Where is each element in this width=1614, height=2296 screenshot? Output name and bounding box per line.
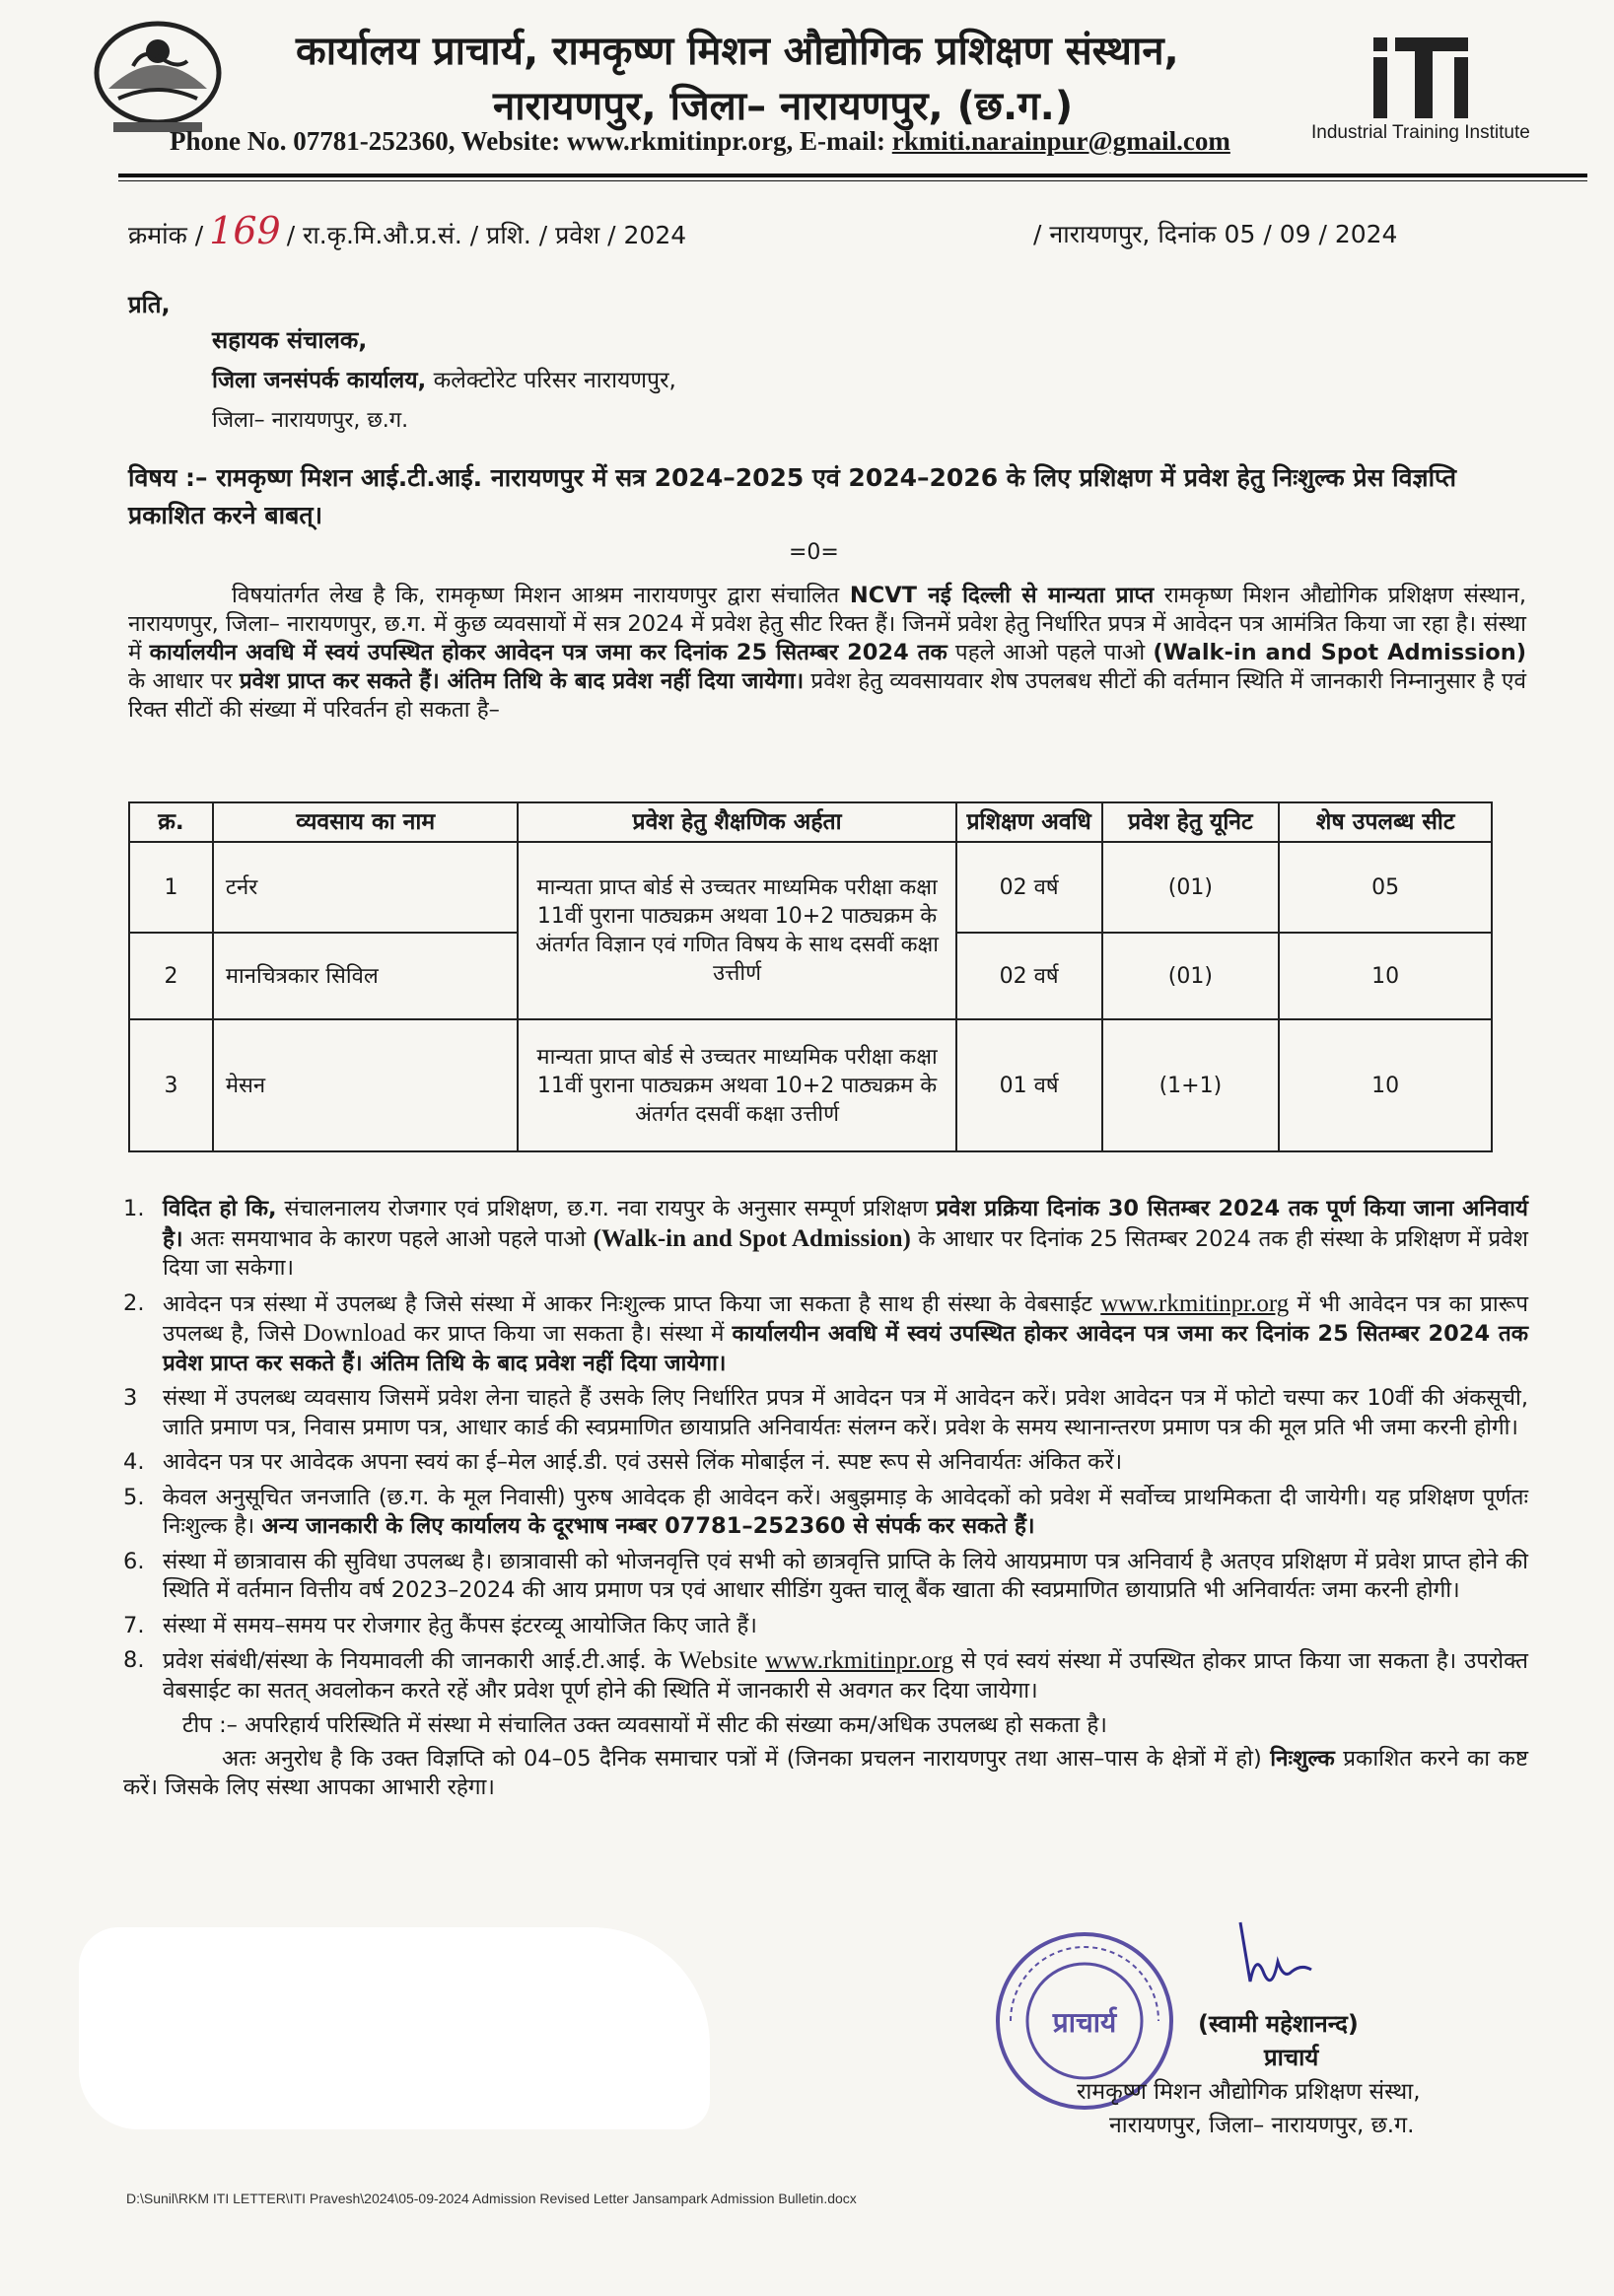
signer-title: प्राचार्य [1264, 2044, 1319, 2071]
col-trade: व्यवसाय का नाम [213, 802, 519, 842]
list-item: 3 संस्था में उपलब्ध व्यवसाय जिसमें प्रवेश लेना चाहते हैं उसके लिए निर्धारित प्रपत्र में आवेदन पत्र में आवेदन करें। प्रवेश आवेदन पत्र में फोटो चस्पा कर 10वीं की अंकसूची, जाति प्रमाण पत्र, निवास प्रमाण पत्र, आधार कार्ड की स्वप्रमाणित छायाप्रति अनिवार्यतः संलग्न करें। प्रवेश के समय स्थानान्तरण प्रमाण पत्र की मूल प्रति भी जमा करनी होगी। [123, 1385, 1528, 1440]
closing-paragraph: अतः अनुरोध है कि उक्त विज्ञप्ति को 04–05 दैनिक समाचार पत्रों में (जिनका प्रचलन नारायणपुर तथा आस–पास के क्षेत्रों में हो) निःशुल्क प्रकाशित करने का कष्ट करें। जिसके लिए संस्था आपका आभारी रहेगा। [123, 1745, 1529, 1800]
list-item: 8. प्रवेश संबंधी/संस्था के नियमावली की जानकारी आई.टी.आई. के Website www.rkmitinpr.org से एवं स्वयं संस्था में उपस्थित होकर प्राप्त किया जा सकता है। उपरोक्त वेबसाईट का सतत् अवलोकन करते रहें और प्रवेश पूर्ण होने की स्थिति में जानकारी से अवगत कर दिया जायेगा। [123, 1647, 1528, 1704]
website-link[interactable]: www.rkmitinpr.org [765, 1647, 954, 1674]
ramakrishna-mission-emblem-icon [84, 12, 232, 140]
signer-org: रामकृष्ण मिशन औद्योगिक प्रशिक्षण संस्था, [1077, 2079, 1421, 2105]
list-item: 5. केवल अनुसूचित जनजाति (छ.ग. के मूल निवासी) पुरुष आवेदक ही आवेदन करें। अबुझमाड़ के आवेदकों को प्रवेश में सर्वोच्च प्राथमिकता दी जायेगी। यह प्रशिक्षण पूर्णतः निःशुल्क है। अन्य जानकारी के लिए कार्यालय के दूरभाष नम्बर 07781–252360 से संपर्क कर सकते हैं। [123, 1484, 1528, 1539]
reference-number: क्रमांक / 169 / रा.कृ.मि.औ.प्र.सं. / प्रशि. / प्रवेश / 2024 [128, 209, 687, 252]
header-divider [118, 174, 1587, 177]
list-item: 4. आवेदन पत्र पर आवेदक अपना स्वयं का ई–मेल आई.डी. एवं उससे लिंक मोबाईल नं. स्पष्ट रूप से अनिवार्यतः अंकित करें। [123, 1449, 1123, 1475]
note-tip: टीप :– अपरिहार्य परिस्थिति में संस्था मे संचालित उक्त व्यवसायों में सीट की संख्या कम/अधिक उपलब्ध हो सकता है। [182, 1712, 1107, 1738]
signer-name: (स्वामी महेशानन्द) [1198, 2010, 1359, 2038]
office-title-line1: कार्यालय प्राचार्य, रामकृष्ण मिशन औद्योगिक प्रशिक्षण संस्थान, [296, 29, 1179, 74]
table-row: 3 मेसन मान्यता प्राप्त बोर्ड से उच्चतर माध्यमिक परीक्षा कक्षा 11वीं पुराना पाठ्यक्रम अथवा 10+2 पाठ्यक्रम के अंतर्गत दसवीं कक्षा उत्तीर्ण 01 वर्ष (1+1) 10 [129, 1019, 1492, 1151]
redacted-area [79, 1927, 710, 2129]
contact-line [170, 126, 1230, 157]
phone-website: Phone No. 07781-252360, Website: www.rkmitinpr.org, E-mail: [170, 126, 892, 156]
table-row: 2 मानचित्रकार सिविल 02 वर्ष (01) 10 [129, 933, 1492, 1019]
header-divider-thin [118, 180, 1587, 181]
qualification-cell: मान्यता प्राप्त बोर्ड से उच्चतर माध्यमिक परीक्षा कक्षा 11वीं पुराना पाठ्यक्रम अथवा 10+2 पाठ्यक्रम के अंतर्गत विज्ञान एवं गणित विषय के साथ दसवीं कक्षा उत्तीर्ण [518, 842, 955, 1019]
handwritten-number: 169 [209, 209, 281, 252]
col-unit: प्रवेश हेतु यूनिट [1102, 802, 1280, 842]
col-qualification: प्रवेश हेतु शैक्षणिक अर्हता [518, 802, 955, 842]
letter-subject: विषय :– रामकृष्ण मिशन आई.टी.आई. नारायणपुर में सत्र 2024–2025 एवं 2024–2026 के लिए प्रशिक्षण में प्रवेश हेतु निःशुल्क प्रेस विज्ञप्ति प्रकाशित करने बाबत्। [128, 463, 1457, 529]
website-link[interactable]: www.rkmitinpr.org [1100, 1289, 1290, 1317]
list-item: 6. संस्था में छात्रावास की सुविधा उपलब्ध है। छात्रावासी को भोजनवृत्ति एवं सभी को छात्रवृत्ति प्राप्ति के लिये आयप्रमाण पत्र अनिवार्य है अतएव प्रशिक्षण में प्रवेश प्राप्त होने की स्थिति में वर्तमान वित्तीय वर्ष 2023–2024 की आय प्रमाण पत्र एवं आधार सीडिंग युक्त चालू बैंक खाता की स्वप्रमाणित छायाप्रति भी अनिवार्यतः जमा करनी होगी। [123, 1548, 1528, 1603]
col-sno: क्र. [129, 802, 213, 842]
letter-date: / नारायणपुर, दिनांक 05 / 09 / 2024 [1033, 220, 1398, 248]
list-item: 1. विदित हो कि, संचालनालय रोजगार एवं प्रशिक्षण, छ.ग. नवा रायपुर के अनुसार सम्पूर्ण प्रशिक्षण प्रवेश प्रक्रिया दिनांक 30 सितम्बर 2024 तक पूर्ण किया जाना अनिवार्य है। अतः समयाभाव के कारण पहले आओ पहले पाओ (Walk-in and Spot Admission) के आधार पर दिनांक 25 सितम्बर 2024 तक ही संस्था के प्रशिक्षण में प्रवेश दिया जा सकेगा। [123, 1196, 1528, 1281]
col-duration: प्रशिक्षण अवधि [956, 802, 1102, 842]
recipient-office: जिला जनसंपर्क कार्यालय, कलेक्टोरेट परिसर नारायणपुर, [212, 368, 676, 393]
list-item: 2. आवेदन पत्र संस्था में उपलब्ध है जिसे संस्था में आकर निःशुल्क प्राप्त किया जा सकता है साथ ही संस्था के वेबसाईट www.rkmitinpr.org में भी आवेदन पत्र का प्रारूप उपलब्ध है, जिसे Download कर प्राप्त किया जा सकता है। संस्था में कार्यालयीन अवधि में स्वयं उपस्थित होकर आवेदन पत्र जमा कर दिनांक 25 सितम्बर 2024 तक प्रवेश प्राप्त कर सकते हैं। अंतिम तिथि के बाद प्रवेश नहीं दिया जायेगा। [123, 1289, 1528, 1376]
file-path-footer: D:\Sunil\RKM ITI LETTER\ITI Pravesh\2024\05-09-2024 Admission Revised Letter Jansampark Admission Bulletin.docx [126, 2191, 857, 2206]
recipient-label: प्रति, [128, 291, 171, 318]
recipient-designation: सहायक संचालक, [212, 326, 368, 354]
separator: =0= [789, 540, 839, 565]
trades-table [128, 801, 1493, 1152]
notes-list [123, 1195, 1528, 1803]
table-header-row [129, 802, 1492, 842]
qualification-cell: मान्यता प्राप्त बोर्ड से उच्चतर माध्यमिक परीक्षा कक्षा 11वीं पुराना पाठ्यक्रम अथवा 10+2 पाठ्यक्रम के अंतर्गत दसवीं कक्षा उत्तीर्ण [518, 1019, 955, 1151]
email-link[interactable]: rkmiti.narainpur@gmail.com [891, 126, 1230, 156]
recipient-district: जिला– नारायणपुर, छ.ग. [212, 408, 409, 433]
handwritten-signature-icon [1232, 1913, 1331, 2001]
list-item: 7. संस्था में समय–समय पर रोजगार हेतु कैंपस इंटरव्यू आयोजित किए जाते हैं। [123, 1612, 757, 1638]
iti-logo-icon [1366, 28, 1484, 126]
office-title-line2: नारायणपुर, जिला– नारायणपुर, (छ.ग.) [493, 84, 1074, 129]
stamp-text: प्राचार्य [1052, 2006, 1117, 2039]
table-row: 1 टर्नर मान्यता प्राप्त बोर्ड से उच्चतर माध्यमिक परीक्षा कक्षा 11वीं पुराना पाठ्यक्रम अथवा 10+2 पाठ्यक्रम के अंतर्गत विज्ञान एवं गणित विषय के साथ दसवीं कक्षा उत्तीर्ण 02 वर्ष (01) 05 [129, 842, 1492, 933]
intro-paragraph: विषयांतर्गत लेख है कि, रामकृष्ण मिशन आश्रम नारायणपुर द्वारा संचालित NCVT नई दिल्ली से मान्यता प्राप्त रामकृष्ण मिशन औद्योगिक प्रशिक्षण संस्थान, नारायणपुर, जिला– नारायणपुर, छ.ग. में कुछ व्यवसायों में सत्र 2024 में प्रवेश हेतु सीट रिक्त हैं। जिनमें प्रवेश हेतु निर्धारित प्रपत्र में आवेदन पत्र आमंत्रित किया जा रहा है। संस्था में कार्यालयीन अवधि में स्वयं उपस्थित होकर आवेदन पत्र जमा कर दिनांक 25 सितम्बर 2024 तक पहले आओ पहले पाओ (Walk-in and Spot Admission) के आधार पर प्रवेश प्राप्त कर सकते हैं। अंतिम तिथि के बाद प्रवेश नहीं दिया जायेगा। प्रवेश हेतु व्यवसायवार शेष उपलबध सीटों की वर्तमान स्थिति में जानकारी निम्नानुसार है एवं रिक्त सीटों की संख्या में परिवर्तन हो सकता है– [128, 583, 1527, 723]
signer-place: नारायणपुर, जिला– नारायणपुर, छ.ग. [1109, 2113, 1415, 2138]
col-seats: शेष उपलब्ध सीट [1279, 802, 1492, 842]
iti-caption: Industrial Training Institute [1311, 122, 1530, 143]
